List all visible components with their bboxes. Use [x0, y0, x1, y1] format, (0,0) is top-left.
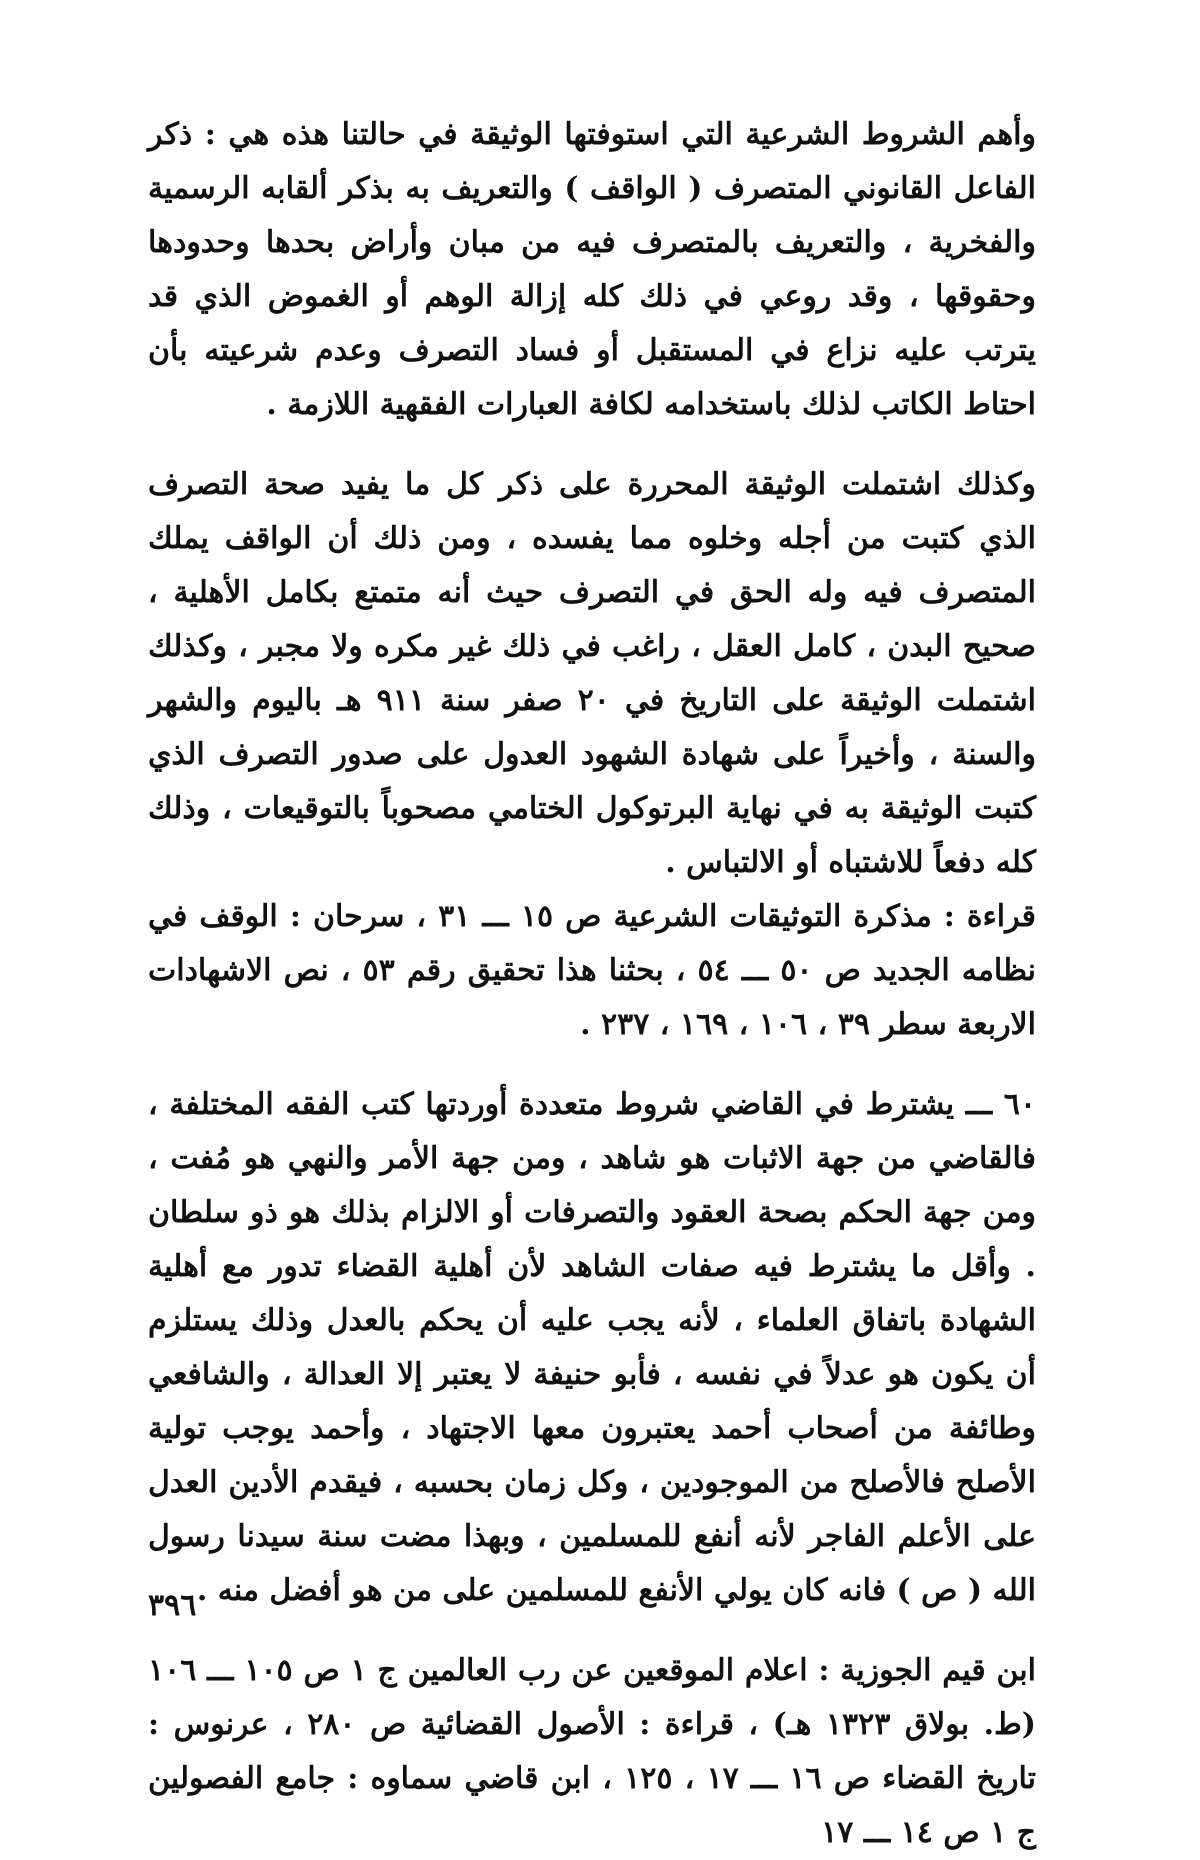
paragraph-gap [148, 432, 1036, 458]
paragraph-legal-conditions: وأهم الشروط الشرعية التي استوفتها الوثيقة في حالتنا هذه هي : ذكر الفاعل القانوني المتصرف ( الواقف ) والتعريف به بذكر ألقابه الرسمية والفخرية ، والتعريف بالمتصرف فيه من مبان وأراض بحدها وحدودها وحقوقها ، وقد روعي في ذلك كله إزالة الوهم أو الغموض الذي قد يترتب عليه نزاع في المستقبل أو فساد التصرف وعدم شرعيته بأن احتاط الكاتب لذلك باستخدامه لكافة العبارات الفقهية اللازمة . [148, 117, 1036, 422]
paragraph-gap [148, 1052, 1036, 1078]
paragraph-validity: وكذلك اشتملت الوثيقة المحررة على ذكر كل ما يفيد صحة التصرف الذي كتبت من أجله وخلوه مما يفسده ، ومن ذلك أن الواقف يملك المتصرف فيه وله الحق في التصرف حيث أنه متمتع بكامل الأهلية ، صحيح البدن ، كامل العقل ، راغب في ذلك غير مكره ولا مجبر ، وكذلك اشتملت الوثيقة على التاريخ في ٢٠ صفر سنة ٩١١ هـ باليوم والشهر والسنة ، وأخيراً على شهادة الشهود العدول على صدور التصرف الذي كتبت الوثيقة به في نهاية البرتوكول الختامي مصحوباً بالتوقيعات ، وذلك كله دفعاً للاشتباه أو الالتباس . [148, 467, 1037, 880]
page-number: ٣٩٦ [148, 1588, 197, 1623]
paragraph-judge-conditions: ٦٠ ـــ يشترط في القاضي شروط متعددة أوردتها كتب الفقه المختلفة ، فالقاضي من جهة الاثبات هو شاهد ، ومن جهة الأمر والنهي هو مُفت ، ومن جهة الحكم بصحة العقود والتصرفات أو الالزام بذلك هو ذو سلطان . وأقل ما يشترط فيه صفات الشاهد لأن أهلية القضاء تدور مع أهلية الشهادة باتفاق العلماء ، لأنه يجب عليه أن يحكم بالعدل وذلك يستلزم أن يكون هو عدلاً في نفسه ، فأبو حنيفة لا يعتبر إلا العدالة ، والشافعي وطائفة من أصحاب أحمد يعتبرون معها الاجتهاد ، وأحمد يوجب تولية الأصلح فالأصلح من الموجودين ، وكل زمان بحسبه ، فيقدم الأدين العدل على الأعلم الفاجر لأنه أنفع للمسلمين ، وبهذا مضت سنة سيدنا رسول الله ( ص ) فانه كان يولي الأنفع للمسلمين على من هو أفضل منه . [148, 1087, 1036, 1608]
paragraph-gap [148, 1618, 1036, 1644]
paragraph-references-2: ابن قيم الجوزية : اعلام الموقعين عن رب العالمين ج ١ ص ١٠٥ ـــ ١٠٦ (ط. بولاق ١٣٢٣ هـ) ، قراءة : الأصول القضائية ص ٢٨٠ ، عرنوس : تاريخ القضاء ص ١٦ ـــ ١٧ ، ١٢٥ ، ابن قاضي سماوه : جامع الفصولين ج ١ ص ١٤ ـــ ١٧ [148, 1653, 1036, 1850]
paragraph-references-1: قراءة : مذكرة التوثيقات الشرعية ص ١٥ ـــ ٣١ ، سرحان : الوقف في نظامه الجديد ص ٥٠ ـــ ٥٤ ، بحثنا هذا تحقيق رقم ٥٣ ، نص الاشهادات الاربعة سطر ٣٩ ، ١٠٦ ، ١٦٩ ، ٢٣٧ . [148, 899, 1036, 1042]
document-page [148, 108, 1036, 1860]
